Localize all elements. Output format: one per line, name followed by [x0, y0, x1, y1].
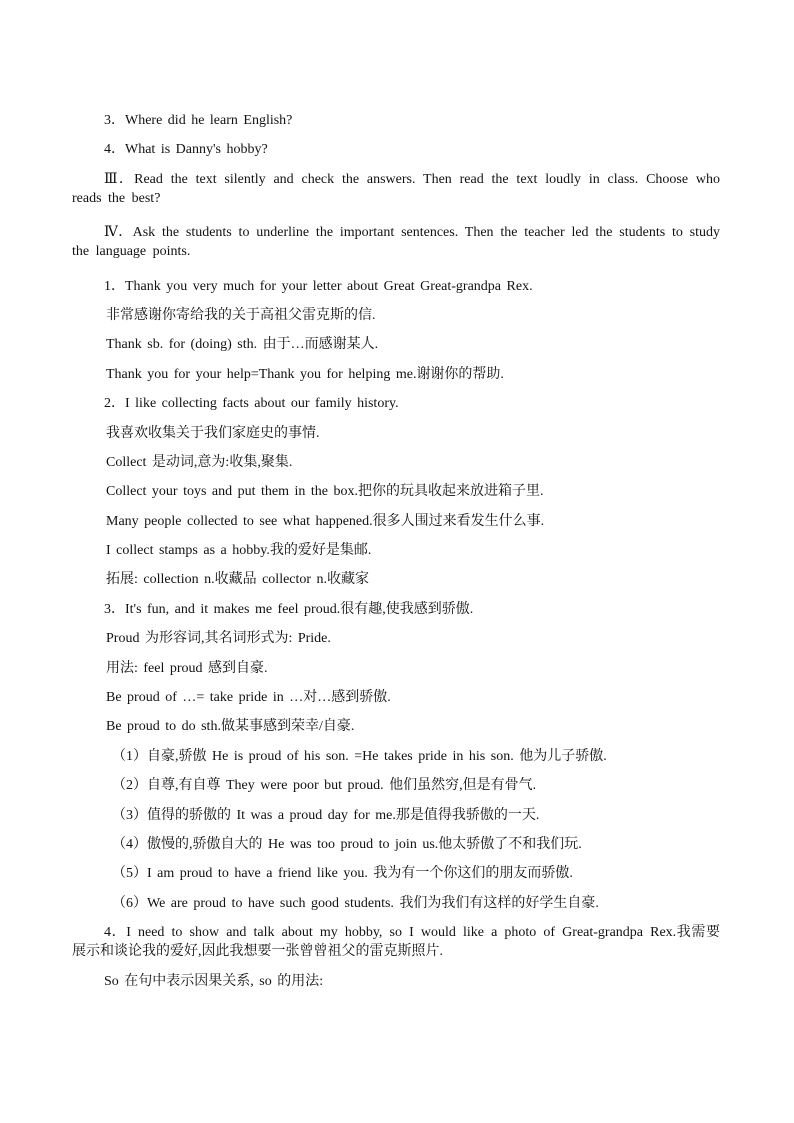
language-point-4: 4．I need to show and talk about my hobby, so I would like a photo of Great-grandpa Rex.我需要展示和谈论我的爱好,因此我想要一张曾曾祖父的雷克斯照片. — [72, 925, 720, 960]
step-3-instruction: Ⅲ．Read the text silently and check the answers. Then read the text loudly in class. Choose who reads the best? — [72, 171, 720, 206]
language-point-3-meaning-5: （5）I am proud to have a friend like you. 我为有一个你这们的朋友而骄傲. — [112, 866, 573, 882]
language-point-3: 3．It's fun, and it makes me feel proud.很有趣,使我感到骄傲. — [104, 601, 474, 617]
step-4-instruction: Ⅳ．Ask the students to underline the important sentences. Then the teacher led the students to study the language points. — [72, 225, 720, 260]
language-point-2-definition: Collect 是动词,意为:收集,聚集. — [106, 454, 293, 470]
language-point-3-usage-3: Be proud to do sth.做某事感到荣幸/自豪. — [106, 719, 355, 735]
language-point-3-meaning-3: （3）值得的骄傲的 It was a proud day for me.那是值得我骄傲的一天. — [112, 807, 540, 823]
language-point-2-example-3: I collect stamps as a hobby.我的爱好是集邮. — [106, 543, 372, 559]
question-4: 4．What is Danny's hobby? — [104, 142, 268, 158]
language-point-1: 1．Thank you very much for your letter about Great Great-grandpa Rex. — [104, 278, 533, 294]
language-point-3-meaning-6: （6）We are proud to have such good students. 我们为我们有这样的好学生自豪. — [112, 895, 599, 911]
language-point-3-meaning-2: （2）自尊,有自尊 They were poor but proud. 他们虽然穷,但是有骨气. — [112, 778, 537, 794]
language-point-2-extension: 拓展: collection n.收藏品 collector n.收藏家 — [106, 572, 370, 588]
language-point-1-translation: 非常感谢你寄给我的关于高祖父雷克斯的信. — [106, 307, 376, 323]
question-3: 3．Where did he learn English? — [104, 113, 293, 128]
language-point-1-example: Thank you for your help=Thank you for helping me.谢谢你的帮助. — [106, 366, 504, 382]
language-point-2: 2．I like collecting facts about our family history. — [104, 396, 399, 412]
language-point-2-example-2: Many people collected to see what happened.很多人围过来看发生什么事. — [106, 513, 545, 529]
language-point-2-example-1: Collect your toys and put them in the box.把你的玩具收起来放进箱子里. — [106, 484, 544, 500]
language-point-3-usage-2: Be proud of …= take pride in …对…感到骄傲. — [106, 690, 391, 706]
language-point-3-meaning-4: （4）傲慢的,骄傲自大的 He was too proud to join us.他太骄傲了不和我们玩. — [112, 836, 582, 852]
lesson-notes — [72, 106, 720, 996]
language-point-3-meaning-1: （1）自豪,骄傲 He is proud of his son. =He takes pride in his son. 他为儿子骄傲. — [112, 748, 607, 764]
language-point-1-usage: Thank sb. for (doing) sth. 由于…而感谢某人. — [106, 337, 379, 353]
language-point-3-usage-1: 用法: feel proud 感到自豪. — [106, 660, 268, 676]
language-point-2-translation: 我喜欢收集关于我们家庭史的事情. — [106, 425, 320, 441]
language-point-3-definition: Proud 为形容词,其名词形式为: Pride. — [106, 631, 331, 647]
language-point-4-so-usage: So 在句中表示因果关系, so 的用法: — [104, 973, 324, 989]
